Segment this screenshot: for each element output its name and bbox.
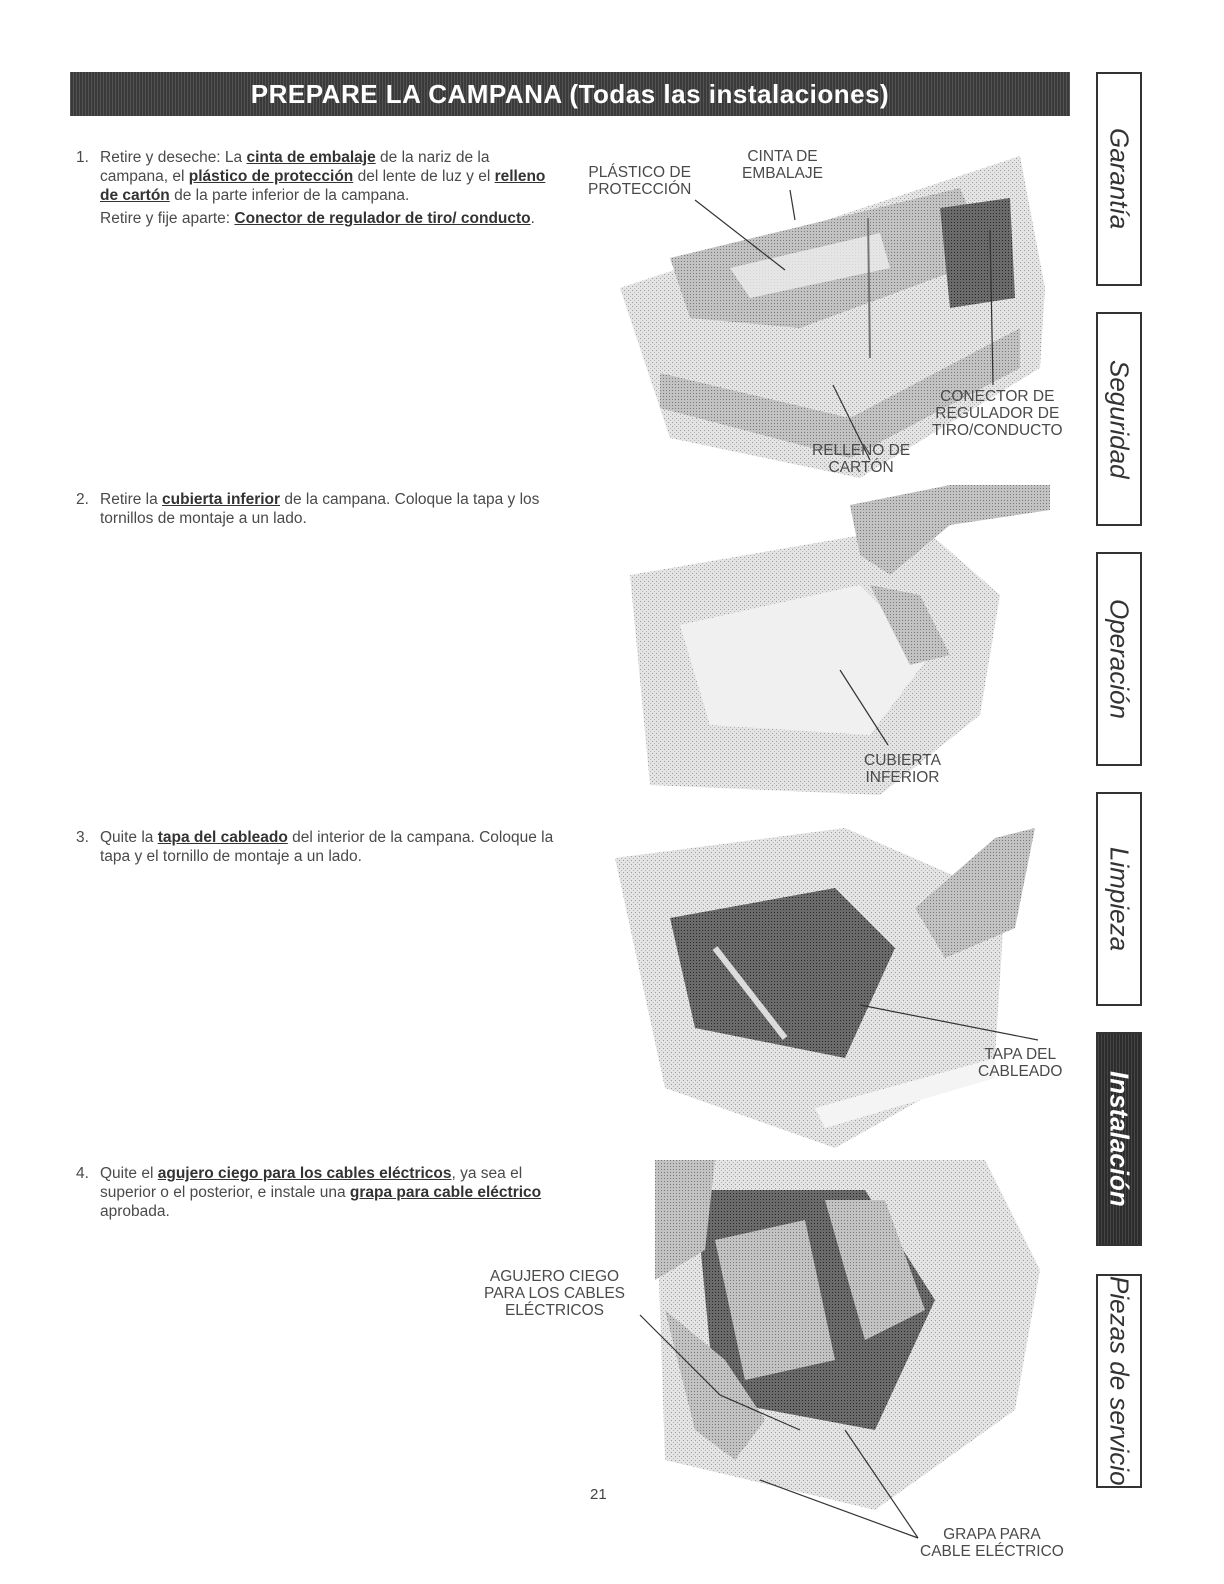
step-number: 1. [76,149,89,166]
callout-conector [932,388,1063,439]
text: Retire la [100,491,163,508]
callout-grapa-cable [920,1526,1064,1560]
step-number: 3. [76,829,89,846]
leader-grapa-b [760,1480,918,1538]
tab-label: Limpieza [1104,846,1135,952]
tab-seguridad[interactable] [1096,312,1142,526]
tab-label: Operación [1104,599,1135,719]
text: del lente de luz y el [353,168,495,185]
text: Quite el [100,1165,158,1182]
text: de la parte inferior de la campana. [169,187,410,204]
leader-agujero-b [720,1395,800,1430]
tab-garantia[interactable] [1096,72,1142,286]
callout-text: CINTA DE EMBALAJE [742,148,823,182]
callout-text: CONECTOR DE REGULADOR DE TIRO/CONDUCTO [932,388,1063,439]
leader-agujero-a [640,1315,720,1395]
tab-operacion[interactable] [1096,552,1142,766]
leader-cubierta [840,670,888,745]
callout-relleno-carton [812,442,910,476]
keyword-cubierta-inferior: cubierta inferior [162,491,281,508]
keyword-conector: Conector de regulador de tiro/ conducto [234,210,531,227]
text: aprobada. [100,1203,170,1220]
text: de la campana. Coloque la tapa y los tornillos de montaje a un lado. [100,491,540,527]
text: , ya sea el superior o el posterior, e instale una [100,1165,523,1201]
tab-label: Seguridad [1104,359,1135,479]
tab-label: Instalación [1104,1071,1135,1207]
leader-grapa-a [845,1430,918,1538]
text: Retire y fije aparte: [100,210,235,227]
callout-cinta-embalaje [742,148,823,182]
leader-conector [990,230,993,385]
tab-instalacion[interactable] [1096,1032,1142,1246]
callout-text: AGUJERO CIEGO PARA LOS CABLES ELÉCTRICOS [484,1268,625,1319]
text: de la nariz de la campana, el [100,149,490,185]
callout-text: PLÁSTICO DE PROTECCIÓN [588,164,692,198]
text: del interior de la campana. Coloque la tapa y el tornillo de montaje a un lado. [100,829,554,865]
page-number: 21 [590,1486,607,1503]
text: Retire y deseche: La [100,149,247,166]
callout-cubierta-inferior [864,752,941,786]
tab-limpieza[interactable] [1096,792,1142,1006]
callout-text: RELLENO DE CARTÓN [812,442,911,476]
callout-text: CUBIERTA INFERIOR [864,752,941,786]
keyword-plastico-proteccion: plástico de protección [188,168,354,185]
tab-piezas-servicio[interactable] [1096,1274,1142,1488]
keyword-cinta-embalaje: cinta de embalaje [246,149,376,166]
keyword-relleno-carton: relleno de cartón [100,168,546,204]
step-number: 2. [76,491,89,508]
keyword-agujero-ciego: agujero ciego para los cables eléctricos [157,1165,452,1182]
callout-text: TAPA DEL CABLEADO [978,1046,1063,1080]
step-number: 4. [76,1165,89,1182]
leader-plastico [695,200,785,270]
tab-label: Garantía [1104,128,1135,230]
text: Quite la [100,829,158,846]
callout-plastico-proteccion [588,164,691,198]
section-title: PREPARE LA CAMPANA (Todas las instalaciones) [250,78,890,109]
text: . [530,210,535,227]
callout-agujero-ciego [484,1268,625,1319]
keyword-tapa-cableado: tapa del cableado [157,829,288,846]
callout-text: GRAPA PARA CABLE ELÉCTRICO [920,1526,1064,1560]
leader-cinta [790,190,795,220]
tab-label: Piezas de servicio [1104,1276,1135,1486]
leader-tapa [860,1005,1038,1040]
callout-tapa-cableado [978,1046,1062,1080]
keyword-grapa-cable: grapa para cable eléctrico [349,1184,542,1201]
